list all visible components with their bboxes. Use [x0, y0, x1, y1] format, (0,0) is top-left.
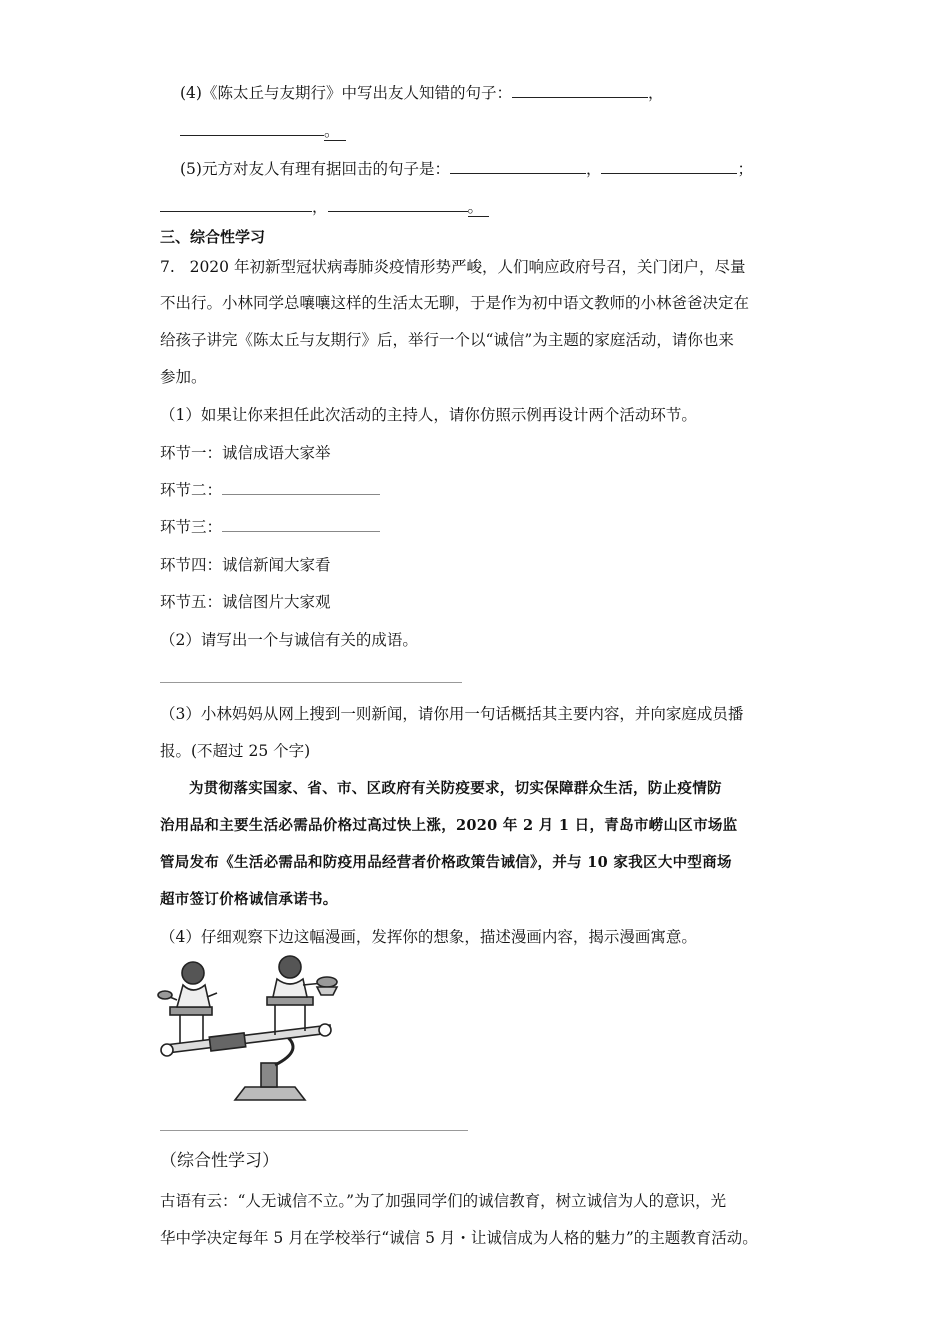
news-line3: 管局发布《生活必需品和防疫用品经营者价格政策告诫信》，并与 10 家我区大中型商场: [160, 854, 732, 871]
punct: ，: [647, 84, 664, 102]
question-4: [180, 82, 663, 104]
answer-blank[interactable]: [601, 159, 737, 174]
section-title: 三、综合性学习: [160, 228, 266, 246]
news-line2: 治用品和主要生活必需品价格过高过快上涨，2020 年 2 月 1 日，青岛市崂山区市场监: [160, 817, 738, 834]
answer-blank[interactable]: [222, 480, 380, 495]
q5-text: (5)元方对友人有理有据回击的句子是：: [180, 160, 450, 178]
answer-blank[interactable]: [222, 517, 380, 532]
question-number: 7.: [160, 258, 175, 276]
question-4-line2: [180, 120, 346, 142]
news-line1: 为贯彻落实国家、省、市、区政府有关防疫要求，切实保障群众生活，防止疫情防: [189, 780, 722, 797]
comp-line1: 古语有云：“人无诚信不立。”为了加强同学们的诚信教育，树立诚信为人的意识，光: [160, 1192, 727, 1210]
step-3: [160, 516, 380, 538]
punct: 。: [324, 122, 346, 141]
q7-sub1: （1）如果让你来担任此次活动的主持人，请你仿照示例再设计两个活动环节。: [160, 406, 697, 424]
q7-line3: 给孩子讲完《陈太丘与友期行》后，举行一个以“诚信”为主题的家庭活动，请你也来: [160, 331, 734, 349]
step-label: 环节三：: [160, 518, 223, 536]
q7-text: 2020 年初新型冠状病毒肺炎疫情形势严峻，人们响应政府号召，关门闭户，尽量: [189, 258, 746, 276]
cartoon-image: [155, 955, 355, 1110]
step-4: 环节四：诚信新闻大家看: [160, 556, 331, 574]
punct: ，: [312, 198, 328, 216]
answer-blank[interactable]: [450, 159, 586, 174]
answer-blank[interactable]: [512, 83, 648, 98]
news-line4: 超市签订价格诚信承诺书。: [160, 891, 338, 908]
q7-line4: 参加。: [160, 368, 207, 386]
punct: ，: [585, 160, 602, 178]
punct: ；: [737, 160, 753, 178]
section-comp-title: （综合性学习）: [160, 1151, 279, 1171]
step-5: 环节五：诚信图片大家观: [160, 593, 331, 611]
step-1: 环节一：诚信成语大家举: [160, 444, 331, 462]
answer-blank[interactable]: [160, 197, 312, 212]
answer-line[interactable]: [160, 1130, 468, 1131]
answer-line[interactable]: [160, 682, 462, 683]
answer-blank[interactable]: [328, 197, 468, 212]
step-label: 环节二：: [160, 481, 223, 499]
question-5: [180, 158, 753, 180]
q7-sub2: （2）请写出一个与诚信有关的成语。: [160, 631, 418, 649]
step-2: [160, 479, 380, 501]
comp-line2: 华中学决定每年 5 月在学校举行“诚信 5 月・让诚信成为人格的魅力”的主题教育活动。: [160, 1229, 758, 1247]
answer-blank[interactable]: [180, 121, 324, 136]
question-5-line2: [160, 196, 489, 218]
q7-sub3-line1: （3）小林妈妈从网上搜到一则新闻，请你用一句话概括其主要内容，并向家庭成员播: [160, 705, 744, 723]
punct: 。: [468, 198, 490, 217]
q7-sub4: （4）仔细观察下边这幅漫画，发挥你的想象，描述漫画内容，揭示漫画寓意。: [160, 928, 697, 946]
q7-sub3-line2: 报。(不超过 25 个字): [160, 742, 311, 760]
q7-line2: 不出行。小林同学总嚷嚷这样的生活太无聊，于是作为初中语文教师的小林爸爸决定在: [160, 294, 750, 312]
q4-text: (4)《陈太丘与友期行》中写出友人知错的句子：: [180, 84, 512, 102]
q7-line1: [160, 256, 745, 278]
